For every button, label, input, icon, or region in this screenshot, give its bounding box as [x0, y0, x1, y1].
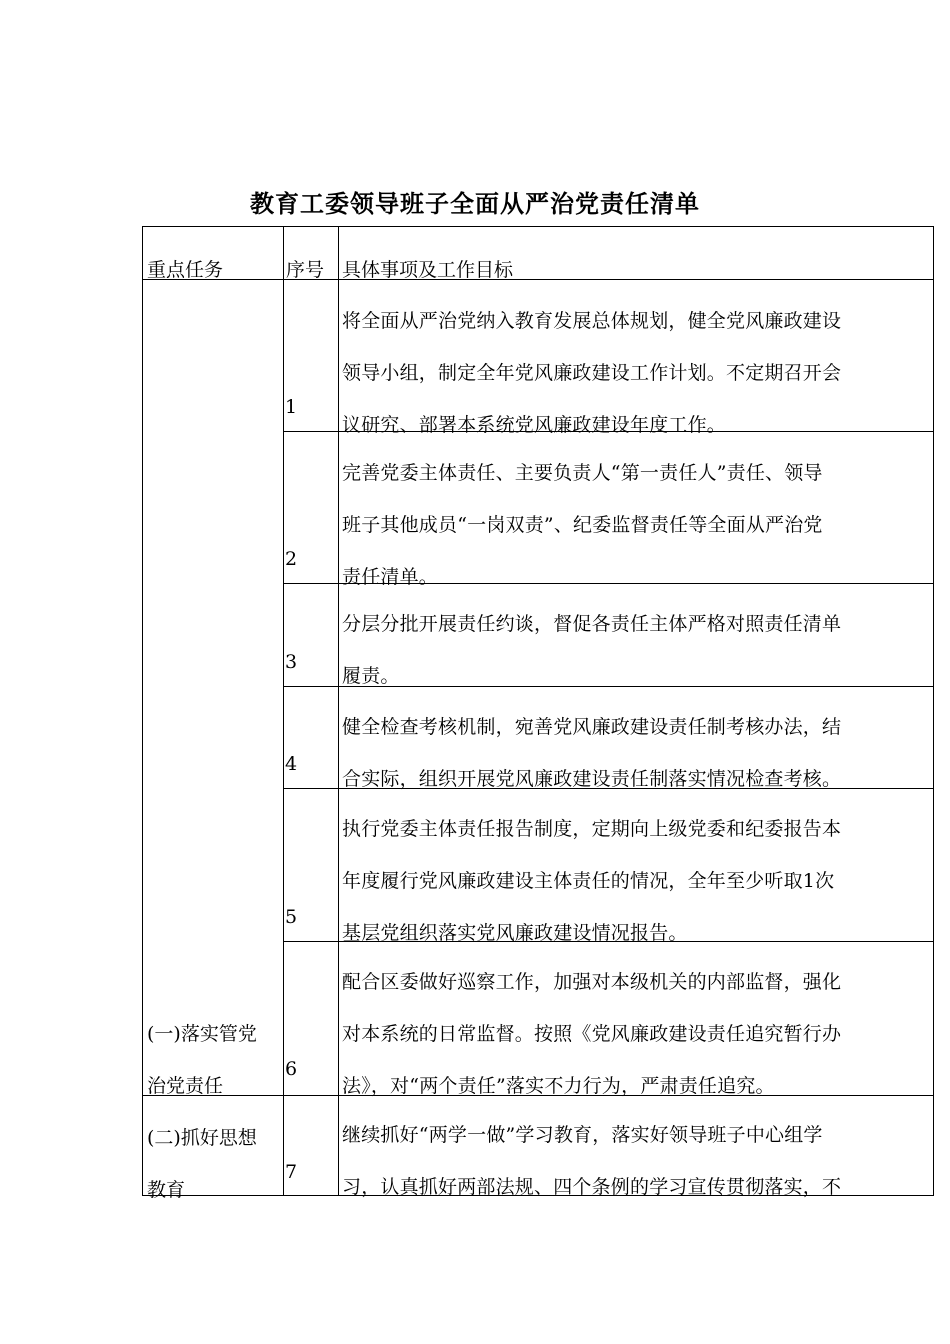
row-number: 7: [285, 1161, 298, 1183]
row-text: 完善党委主体责任、主要负责人“第一责任人”责任、领导 班子其他成员“一岗双责”、纪委监督责任等全面从严治党 责任清单。: [342, 462, 823, 588]
header-seq: 序号: [286, 259, 325, 281]
row-number: 6: [285, 1058, 298, 1080]
group-label: (一)落实管党: [147, 1023, 257, 1045]
row-text: 执行党委主体责任报告制度，定期向上级党委和纪委报告本 年度履行党风廉政建设主体责任的情况，全年至少听取1次 基层党组织落实党风廉政建设情况报告。: [342, 818, 842, 944]
row-number: 1: [285, 396, 298, 418]
row-text: 配合区委做好巡察工作，加强对本级机关的内部监督，强化 对本系统的日常监督。按照《党风廉政建设责任追究暂行办 法》，对“两个责任”落实不力行为，严肃责任追究。: [342, 971, 842, 1097]
group-label: (二)抓好思想: [147, 1127, 257, 1149]
document-title: 教育工委领导班子全面从严治党责任清单: [250, 190, 700, 218]
responsibility-table: [142, 226, 934, 1201]
column-divider: [338, 227, 339, 1195]
header-row-divider: [143, 279, 933, 280]
row-number: 3: [285, 651, 298, 673]
header-item: 具体事项及工作目标: [342, 259, 514, 281]
row-text: 分层分批开展责任约谈，督促各责任主体严格对照责任清单 履责。: [342, 613, 842, 687]
row-number: 4: [285, 753, 298, 775]
header-task: 重点任务: [147, 259, 224, 281]
group-label: 治党责任: [147, 1075, 224, 1097]
row-text: 健全检查考核机制，宛善党风廉政建设责任制考核办法，结 合实际，组织开展党风廉政建设责任制落实情况检查考核。: [342, 716, 842, 790]
row-text: 将全面从严治党纳入教育发展总体规划，健全党风廉政建设 领导小组，制定全年党风廉政建设工作计划。不定期召开会 议研究、部署本系统党风廉政建设年度工作。: [342, 310, 842, 436]
group-label: 教育: [147, 1179, 186, 1201]
column-divider: [283, 227, 284, 1195]
row-number: 2: [285, 548, 298, 570]
row-number: 5: [285, 906, 298, 928]
row-text: 继续抓好“两学一做”学习教育，落实好领导班子中心组学 习，认真抓好两部法规、四个条例的学习宣传贯彻落实，不: [342, 1124, 842, 1198]
